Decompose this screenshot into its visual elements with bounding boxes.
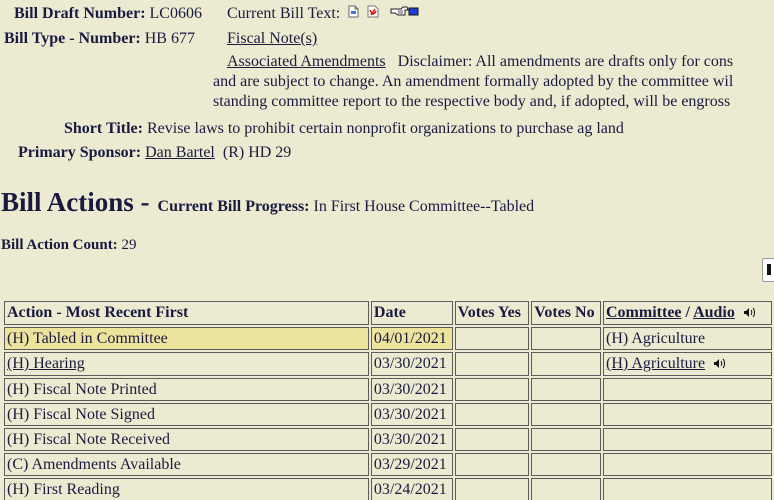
associated-amendments-link[interactable]: Associated Amendments (227, 53, 386, 70)
committee-cell (603, 352, 772, 376)
header-votes-no: Votes No (531, 301, 601, 325)
table-row (4, 403, 772, 426)
current-text-label: Current Bill Text: (227, 5, 341, 22)
sponsor-label: Primary Sponsor: (18, 144, 142, 161)
table-row (4, 352, 772, 376)
header-committee-link[interactable]: Committee (606, 304, 682, 321)
table-row (4, 428, 772, 451)
date-cell: 04/01/2021 (371, 327, 453, 350)
votes-yes-cell (455, 403, 530, 426)
action-cell: (C) Amendments Available (4, 453, 369, 476)
table-row (4, 453, 772, 476)
action-cell: (H) First Reading (4, 478, 369, 500)
amendments-row (227, 52, 733, 72)
header-committee-audio: Committee / Audio (603, 301, 772, 325)
bill-type-number-row (4, 29, 195, 49)
primary-sponsor-row (18, 143, 291, 163)
action-cell (4, 352, 369, 376)
short-title-label: Short Title: (64, 120, 143, 137)
committee-cell (603, 478, 772, 500)
committee-agriculture-link[interactable]: (H) Agriculture (606, 354, 706, 372)
progress-value: In First House Committee--Tabled (313, 198, 535, 215)
table-row (4, 478, 772, 500)
draft-number-value: LC0606 (149, 5, 202, 22)
pdf-icon[interactable] (367, 4, 379, 24)
hearing-link[interactable]: (H) Hearing (7, 355, 85, 373)
action-count-row (1, 236, 136, 255)
header-audio-link[interactable]: Audio (693, 304, 735, 321)
sponsor-party: (R) HD 29 (222, 144, 292, 161)
action-cell: (H) Tabled in Committee (4, 327, 369, 350)
date-cell: 03/30/2021 (371, 428, 453, 451)
votes-no-cell (531, 453, 601, 476)
votes-no-cell (531, 327, 601, 350)
header-votes-yes: Votes Yes (455, 301, 530, 325)
committee-cell: (H) Agriculture (603, 327, 772, 350)
disclaimer-line-3: standing committee report to the respective body and, if adopted, will be engross (213, 93, 731, 110)
action-cell: (H) Fiscal Note Printed (4, 378, 369, 401)
speaker-icon[interactable] (713, 354, 725, 375)
committee-cell (603, 403, 772, 426)
date-cell: 03/30/2021 (371, 403, 453, 426)
short-title-row (64, 119, 624, 139)
committee-cell (603, 378, 772, 401)
votes-no-cell (531, 403, 601, 426)
header-date: Date (371, 301, 453, 325)
date-cell: 03/30/2021 (371, 378, 453, 401)
votes-yes-cell (455, 478, 530, 500)
date-cell: 03/30/2021 (371, 352, 453, 376)
sponsor-name-link[interactable]: Dan Bartel (145, 144, 215, 161)
draft-number-label: Bill Draft Number: (14, 5, 146, 22)
table-scroll-control[interactable] (762, 258, 774, 282)
bill-actions-heading (1, 186, 534, 223)
type-number-value: HB 677 (144, 30, 195, 47)
bill-draft-number-row (14, 4, 202, 24)
committee-cell (603, 453, 772, 476)
votes-yes-cell (455, 352, 530, 376)
votes-no-cell (531, 478, 601, 500)
pointing-hand-icon[interactable] (389, 4, 419, 24)
table-row (4, 327, 772, 350)
votes-no-cell (531, 428, 601, 451)
type-number-label: Bill Type - Number: (4, 30, 141, 47)
disclaimer-line-1: Disclaimer: All amendments are drafts only for cons (397, 53, 734, 70)
document-icon[interactable] (348, 4, 359, 24)
votes-yes-cell (455, 453, 530, 476)
disclaimer-line-2: and are subject to change. An amendment formally adopted by the committee wil (213, 73, 734, 90)
action-count-value: 29 (121, 237, 137, 253)
action-cell: (H) Fiscal Note Received (4, 428, 369, 451)
committee-cell (603, 428, 772, 451)
votes-no-cell (531, 378, 601, 401)
date-cell: 03/29/2021 (371, 453, 453, 476)
current-bill-text-row (227, 4, 419, 24)
votes-no-cell (531, 352, 601, 376)
bill-actions-title: Bill Actions - (1, 187, 150, 217)
header-action[interactable]: Action - Most Recent First (4, 301, 369, 325)
votes-yes-cell (455, 428, 530, 451)
short-title-value: Revise laws to prohibit certain nonprofit organizations to purchase ag land (146, 120, 624, 137)
speaker-icon (743, 303, 755, 324)
progress-label: Current Bill Progress: (157, 198, 310, 215)
bill-actions-table (2, 299, 774, 500)
action-count-label: Bill Action Count: (1, 237, 118, 253)
action-cell: (H) Fiscal Note Signed (4, 403, 369, 426)
votes-yes-cell (455, 327, 530, 350)
votes-yes-cell (455, 378, 530, 401)
table-row (4, 378, 772, 401)
fiscal-notes-link[interactable]: Fiscal Note(s) (227, 30, 318, 47)
date-cell: 03/24/2021 (371, 478, 453, 500)
table-header-row (4, 301, 772, 325)
